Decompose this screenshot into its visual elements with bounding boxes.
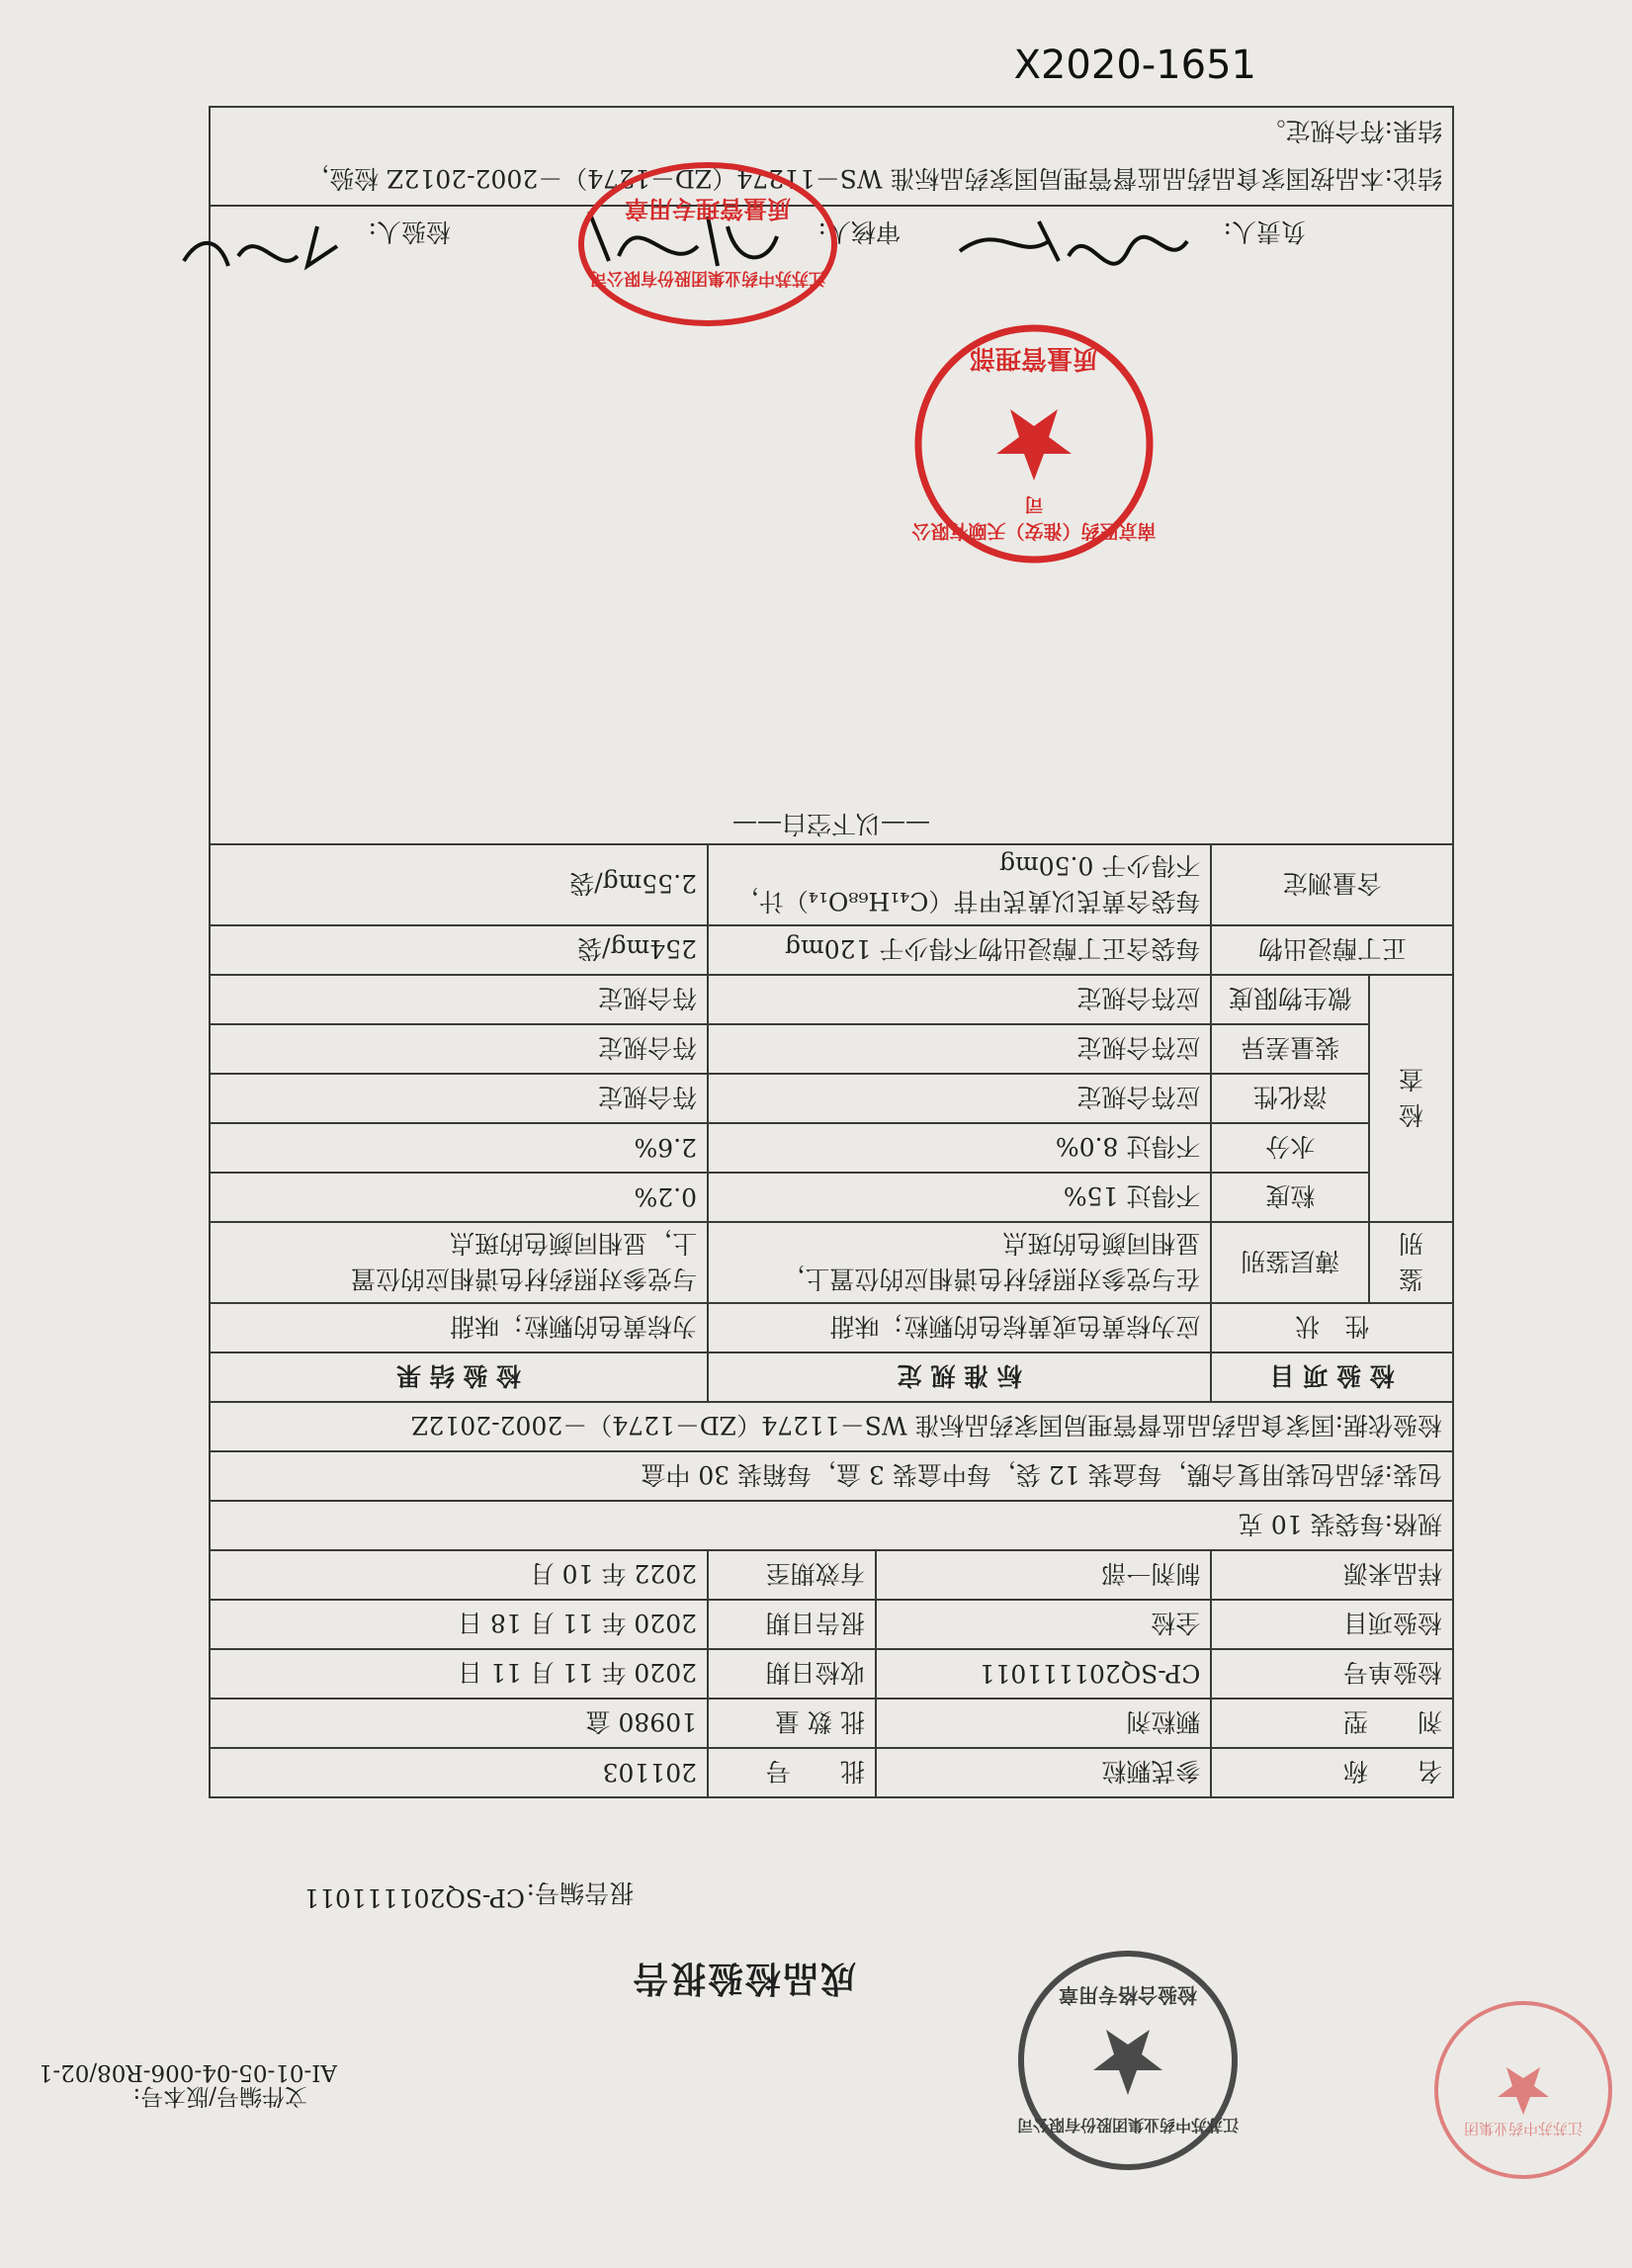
assay-std-line1: 每袋含黄芪以黄芪甲苷（C₄₁H₆₈O₁₄）计， bbox=[733, 887, 1201, 916]
table-row bbox=[210, 975, 1453, 1024]
report-title: 成品检验报告 bbox=[630, 1958, 856, 1999]
insp-no-label: 检验单号 bbox=[1211, 1649, 1453, 1699]
table-row bbox=[210, 1402, 1453, 1451]
source-value: 制剂一部 bbox=[876, 1550, 1212, 1600]
report-date-label: 报告日期 bbox=[708, 1600, 876, 1649]
appearance-name: 性 状 bbox=[1211, 1303, 1453, 1352]
water-name: 水分 bbox=[1211, 1123, 1369, 1173]
inspection-seal-bottom: 检验合格专用章 bbox=[1059, 1983, 1198, 2008]
pack-value: 药品包装用复合膜，每盒装 12 袋，每中盒装 3 盒，每箱装 30 中盒 bbox=[641, 1460, 1385, 1489]
assay-std-line2: 不得少于 0.50mg bbox=[999, 851, 1201, 880]
table-row bbox=[210, 1550, 1453, 1600]
extract-res: 254mg/袋 bbox=[210, 925, 708, 975]
tester-signature bbox=[169, 207, 347, 286]
expiry-label: 有效期至 bbox=[708, 1550, 876, 1600]
load-std: 应符合规定 bbox=[708, 1024, 1211, 1074]
assay-name: 含量测定 bbox=[1211, 844, 1453, 925]
report-date-value: 2020 年 11 月 18 日 bbox=[210, 1600, 708, 1649]
table-row bbox=[210, 1024, 1453, 1074]
source-label: 样品来源 bbox=[1211, 1550, 1453, 1600]
recv-date-label: 收检日期 bbox=[708, 1649, 876, 1699]
quality-seal-top: 江苏苏中药业集团股份有限公司 bbox=[590, 268, 825, 289]
load-name: 装量差异 bbox=[1211, 1024, 1369, 1074]
name-value: 参芪颗粒 bbox=[876, 1748, 1212, 1797]
table-row bbox=[210, 844, 1453, 925]
quality-dept-stamp-top: 南京医药（淮安）天颐有限公司 bbox=[911, 493, 1157, 542]
report-no: CP-SQ201111011 bbox=[303, 1883, 525, 1912]
appearance-res: 为棕黄色的颗粒；味甜 bbox=[210, 1303, 708, 1352]
name-label: 名 称 bbox=[1211, 1748, 1453, 1797]
micro-res: 符合规定 bbox=[210, 975, 708, 1024]
header-standard: 标 准 规 定 bbox=[708, 1352, 1211, 1402]
size-name: 粒度 bbox=[1211, 1173, 1369, 1222]
table-row bbox=[210, 1501, 1453, 1550]
spec-label: 规格: bbox=[1384, 1510, 1442, 1538]
quality-dept-stamp bbox=[910, 320, 1158, 567]
table-row bbox=[210, 1649, 1453, 1699]
tlc-std-line1: 在与党参对照药材色谱相应的位置上， bbox=[780, 1265, 1201, 1293]
load-res: 符合规定 bbox=[210, 1024, 708, 1074]
micro-name: 微生物限度 bbox=[1211, 975, 1369, 1024]
table-header-row bbox=[210, 1352, 1453, 1402]
insp-item-label: 检验项目 bbox=[1211, 1600, 1453, 1649]
micro-std: 应符合规定 bbox=[708, 975, 1211, 1024]
water-std: 不得过 8.0% bbox=[708, 1123, 1211, 1173]
sol-name: 溶化性 bbox=[1211, 1074, 1369, 1123]
inspection-seal-stamp bbox=[1014, 1947, 1242, 2174]
basis-value: 国家食品药品监督管理局国家药品标准 WS－11274（ZD－1274）－2002-2012Z bbox=[411, 1411, 1335, 1439]
form-label: 剂 型 bbox=[1211, 1699, 1453, 1748]
tlc-res-line2: 上，显相同颜色的斑点 bbox=[449, 1229, 697, 1258]
water-res: 2.6% bbox=[210, 1123, 708, 1173]
approver-label: 负责人: bbox=[1223, 218, 1306, 246]
recv-date-value: 2020 年 11 月 11 日 bbox=[210, 1649, 708, 1699]
qty-value: 10980 盒 bbox=[210, 1699, 708, 1748]
table-row bbox=[210, 1123, 1453, 1173]
table-row bbox=[210, 1600, 1453, 1649]
table-row bbox=[210, 1303, 1453, 1352]
insp-no-value: CP-SQ201111011 bbox=[876, 1649, 1212, 1699]
extract-name: 正丁醇浸出物 bbox=[1211, 925, 1453, 975]
table-row bbox=[210, 1451, 1453, 1501]
empty-note: ——以下空白—— bbox=[732, 810, 931, 838]
file-no: AI-01-05-04-006-R08/02-1 bbox=[38, 2059, 337, 2085]
sol-std: 应符合规定 bbox=[708, 1074, 1211, 1123]
quality-seal-stamp bbox=[574, 157, 841, 330]
table-row bbox=[210, 925, 1453, 975]
basis-label: 检验依据: bbox=[1334, 1411, 1442, 1439]
file-no-label: 文件编号/版本号: bbox=[132, 2083, 307, 2109]
table-row bbox=[210, 1173, 1453, 1222]
tlc-name: 薄层鉴别 bbox=[1211, 1222, 1369, 1303]
report-no-label: 报告编号: bbox=[526, 1878, 634, 1907]
handwritten-number: X2020-1651 bbox=[1013, 43, 1256, 88]
table-row bbox=[210, 1748, 1453, 1797]
size-res: 0.2% bbox=[210, 1173, 708, 1222]
quality-dept-stamp-bottom: 质量管理部 bbox=[970, 343, 1099, 373]
inspection-table bbox=[209, 106, 1454, 1798]
tlc-std-line2: 显相同颜色的斑点 bbox=[1002, 1229, 1201, 1258]
expiry-value: 2022 年 10 月 bbox=[210, 1550, 708, 1600]
reviewer-label: 审核人: bbox=[817, 218, 901, 246]
size-std: 不得过 15% bbox=[708, 1173, 1211, 1222]
batch-value: 201103 bbox=[210, 1748, 708, 1797]
ident-group: 鉴 别 bbox=[1369, 1222, 1453, 1303]
inspection-seal-top: 江苏苏中药业集团股份有限公司 bbox=[1017, 2116, 1240, 2136]
form-value: 颗粒剂 bbox=[876, 1699, 1212, 1748]
corner-stamp bbox=[1429, 1996, 1617, 2184]
result-value: 符合规定。 bbox=[1260, 117, 1385, 145]
approver-signature bbox=[940, 202, 1197, 281]
result-label: 结果: bbox=[1384, 117, 1442, 145]
batch-label: 批 号 bbox=[708, 1748, 876, 1797]
conclusion-value: 本品按国家食品药品监督管理局国家药品标准 WS－11274（ZD－1274）－2002-2012Z 检验， bbox=[304, 164, 1385, 193]
header-result: 检 验 结 果 bbox=[210, 1352, 708, 1402]
tester-label: 检验人: bbox=[368, 218, 451, 246]
spec-value: 每袋装 10 克 bbox=[1238, 1510, 1385, 1538]
tlc-res-line1: 与党参对照药材色谱相应的位置 bbox=[350, 1265, 697, 1293]
conclusion-label: 结论: bbox=[1384, 164, 1442, 193]
check-group: 检 查 bbox=[1369, 975, 1453, 1222]
pack-label: 包装: bbox=[1384, 1460, 1442, 1489]
extract-std: 每袋含正丁醇浸出物不得少于 120mg bbox=[708, 925, 1211, 975]
header-item: 检 验 项 目 bbox=[1211, 1352, 1453, 1402]
table-row bbox=[210, 1699, 1453, 1748]
insp-item-value: 全检 bbox=[876, 1600, 1212, 1649]
sol-res: 符合规定 bbox=[210, 1074, 708, 1123]
table-row bbox=[210, 1074, 1453, 1123]
appearance-std: 应为棕黄色或黄棕色的颗粒；味甜 bbox=[708, 1303, 1211, 1352]
quality-seal-bottom: 质量管理专用章 bbox=[625, 195, 791, 223]
table-row bbox=[210, 1222, 1453, 1303]
qty-label: 批 数 量 bbox=[708, 1699, 876, 1748]
assay-res: 2.55mg/袋 bbox=[210, 844, 708, 925]
corner-stamp-text: 江苏苏中药业集团 bbox=[1464, 2120, 1584, 2138]
